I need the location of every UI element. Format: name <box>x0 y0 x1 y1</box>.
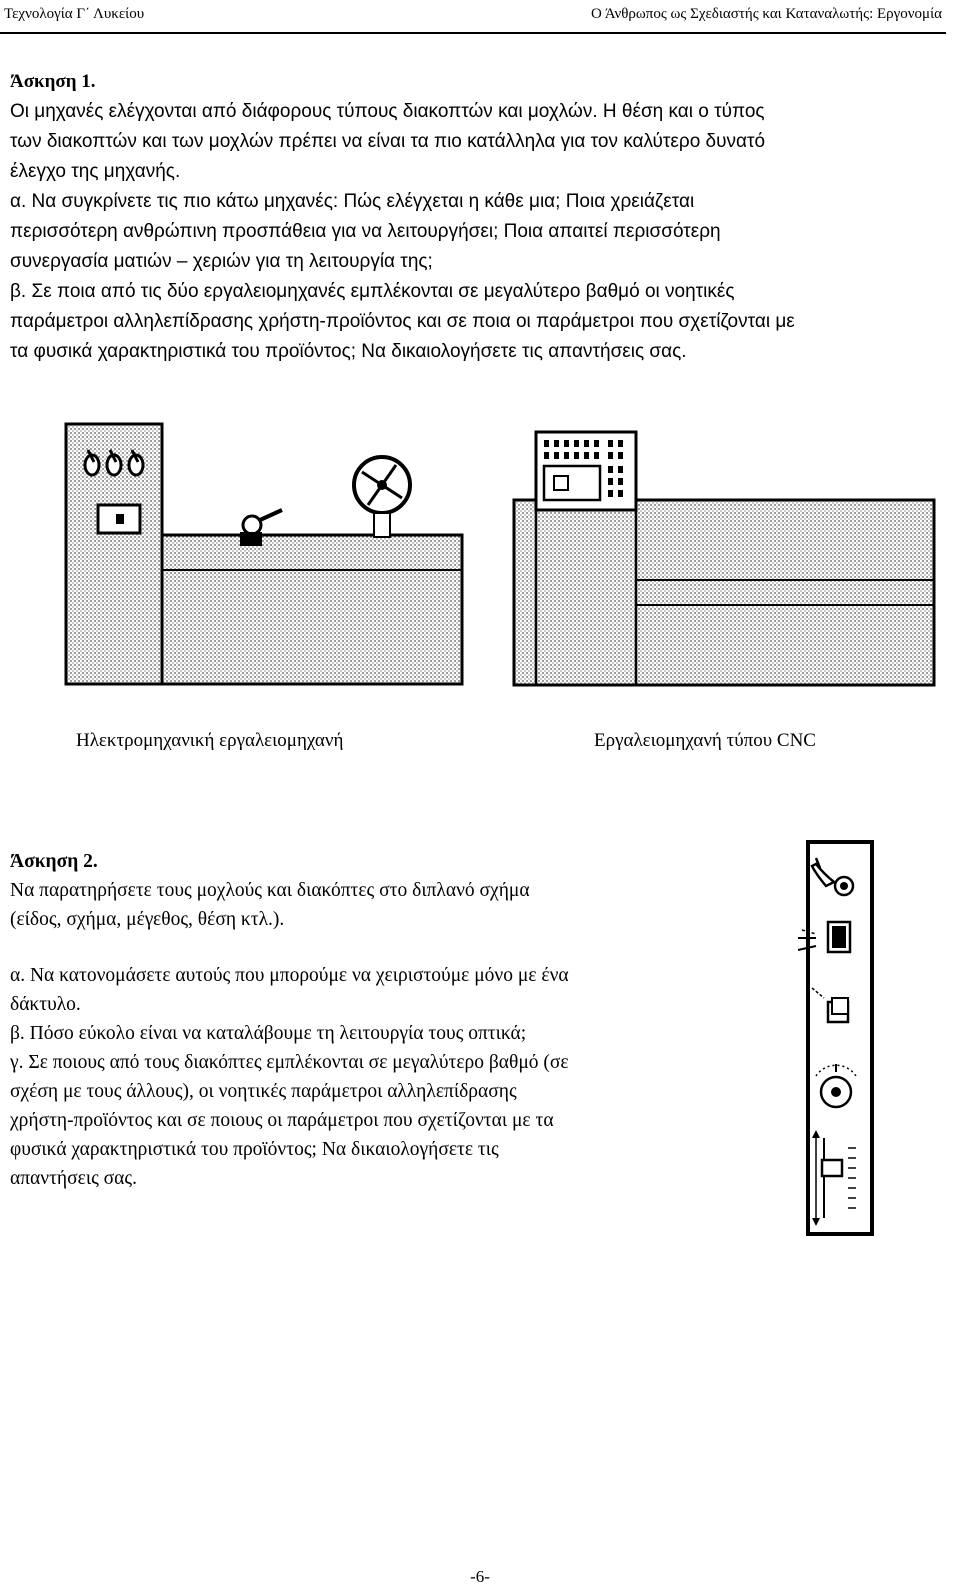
exercise1-intro-line: Οι μηχανές ελέγχονται από διάφορους τύπους διακοπτών και μοχλών. Η θέση και ο τύπος <box>10 101 765 122</box>
exercise2-question-b-line: β. Πόσο εύκολο είναι να καταλάβουμε τη λειτουργία τους οπτικά; <box>10 1023 527 1044</box>
exercise2-question-c-line: γ. Σε ποιους από τους διακόπτες εμπλέκονται σε μεγαλύτερο βαθμό (σε <box>10 1052 569 1073</box>
exercise1-question-b-line: παράμετροι αλληλεπίδρασης χρήστη-προϊόντος και σε ποια οι παράμετροι που σχετίζονται με <box>10 311 795 332</box>
exercise2-question-c-line: απαντήσεις σας. <box>10 1168 137 1189</box>
header-rule <box>0 32 946 34</box>
exercise1-question-b-line: β. Σε ποια από τις δύο εργαλειομηχανές εμπλέκονται σε μεγαλύτερο βαθμό οι νοητικές <box>10 281 735 302</box>
header-chapter-title: Ο Άνθρωπος ως Σχεδιαστής και Καταναλωτής: Εργονομία <box>590 6 942 22</box>
electromechanical-machine-illustration <box>62 420 472 690</box>
exercise1-question-b-line: τα φυσικά χαρακτηριστικά του προϊόντος; Να δικαιολογήσετε τις απαντήσεις σας. <box>10 341 687 362</box>
exercise2-intro-line: Να παρατηρήσετε τους μοχλούς και διακόπτες στο διπλανό σχήμα <box>10 880 530 901</box>
exercise2-question-a-line: δάκτυλο. <box>10 994 81 1015</box>
exercise2-question-c-line: σχέση με τους άλλους), οι νοητικές παράμετροι αλληλεπίδρασης <box>10 1081 517 1102</box>
exercise2-intro-line: (είδος, σχήμα, μέγεθος, θέση κτλ.). <box>10 909 285 930</box>
exercise1-intro-line: έλεγχο της μηχανής. <box>10 161 181 182</box>
switch-panel-illustration <box>772 838 892 1238</box>
exercise2-question-a-line: α. Να κατονομάσετε αυτούς που μπορούμε να χειριστούμε μόνο με ένα <box>10 965 569 986</box>
exercise1-question-a-line: α. Να συγκρίνετε τις πιο κάτω μηχανές: Πώς ελέγχεται η κάθε μια; Ποια χρειάζεται <box>10 191 695 212</box>
header-course-title: Τεχνολογία Γ΄ Λυκείου <box>4 6 145 22</box>
exercise2-question-c-line: χρήστη-προϊόντος και σε ποιους οι παράμετροι που σχετίζονται με τα <box>10 1110 554 1131</box>
page-header <box>4 6 942 28</box>
exercise1-title: Άσκηση 1. <box>10 71 96 92</box>
caption-electromechanical: Ηλεκτρομηχανική εργαλειομηχανή <box>76 730 344 751</box>
exercise2-title: Άσκηση 2. <box>10 851 98 872</box>
exercise1-intro-line: των διακοπτών και των μοχλών πρέπει να είναι τα πιο κατάλληλα για τον καλύτερο δυνατό <box>10 131 766 152</box>
cnc-machine-illustration <box>510 420 940 690</box>
exercise2-question-c-line: φυσικά χαρακτηριστικά του προϊόντος; Να δικαιολογήσετε τις <box>10 1139 499 1160</box>
exercise1-question-a-line: περισσότερη ανθρώπινη προσπάθεια για να λειτουργήσει; Ποια απαιτεί περισσότερη <box>10 221 721 242</box>
caption-cnc: Εργαλειομηχανή τύπου CNC <box>594 730 816 751</box>
page-number: -6- <box>470 1567 490 1586</box>
exercise1-question-a-line: συνεργασία ματιών – χεριών για τη λειτουργία της; <box>10 251 433 272</box>
